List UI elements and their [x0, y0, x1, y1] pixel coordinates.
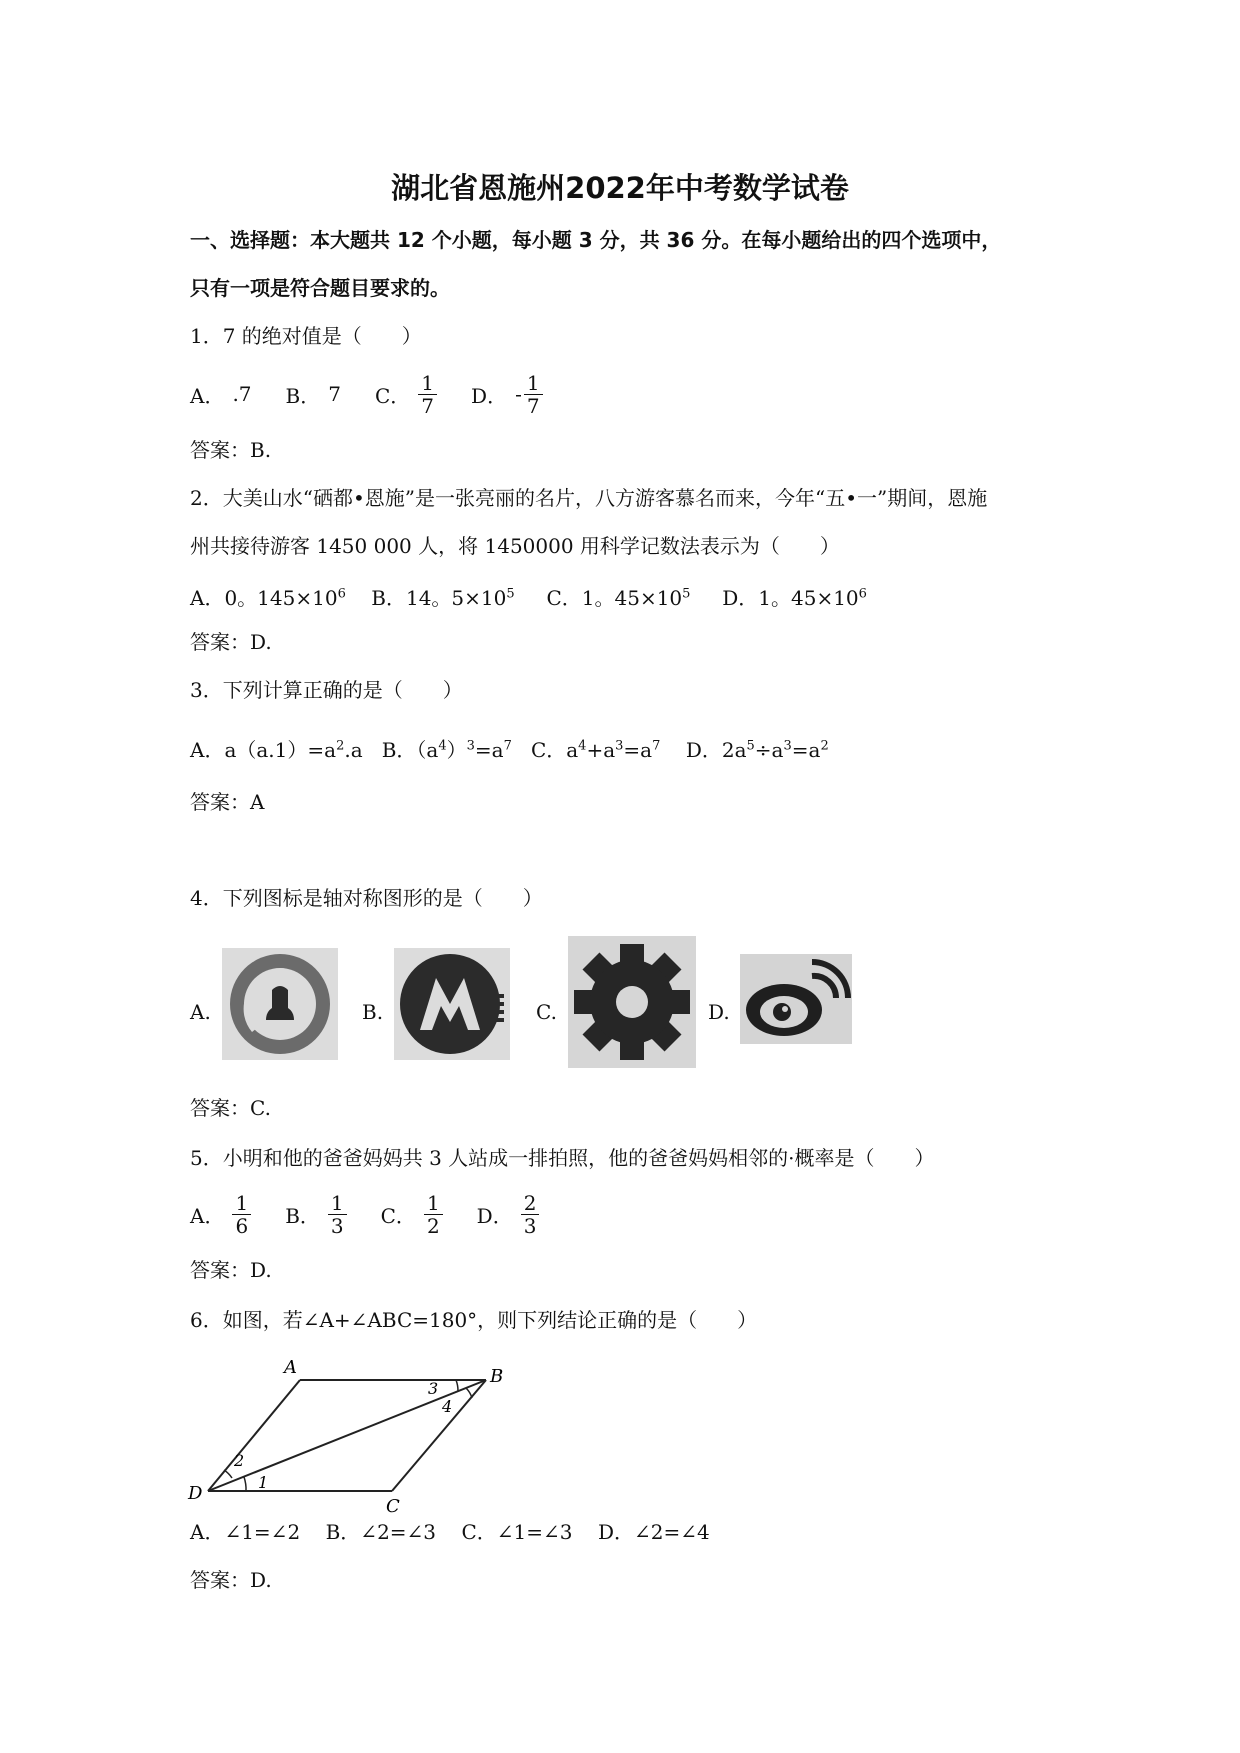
q3-option-a: A．$a(a.1)=a^2.a$ [190, 737, 363, 762]
q3-option-b: B．$(a^4)^3=a^7$ [381, 737, 512, 762]
q2-answer: 答案：D. [190, 630, 272, 654]
q5-option-d: D． $\frac{2}{3}$ [477, 1192, 540, 1237]
q4-option-a-label: A. [190, 1000, 211, 1024]
q3-answer: 答案：A [190, 790, 265, 814]
q2-stem-line1: 2．大美山水“硒都•恩施”是一张亮丽的名片，八方游客慕名而来，今年“五•一”期间，恩施 [190, 486, 988, 510]
q4-answer: 答案：C. [190, 1096, 271, 1120]
q6-options [190, 1518, 710, 1546]
q6-option-d: D．∠2=∠4 [597, 1520, 710, 1544]
angle-arc-3 [456, 1380, 458, 1391]
q2-option-d: D．1。$45\times 10^6$ [722, 585, 867, 610]
q4-option-b-label: B. [362, 1000, 384, 1024]
q4-option-c-label: C. [536, 1000, 557, 1024]
q2-options [190, 580, 867, 612]
q5-option-c: C． $\frac{1}{2}$ [381, 1192, 443, 1237]
fraction: $\frac{1}{6}$ [232, 1192, 251, 1237]
fraction: $\frac{1}{3}$ [328, 1192, 347, 1237]
vertex-b: B [490, 1366, 504, 1387]
q6-option-c: C．∠1=∠3 [461, 1520, 573, 1544]
q4-option-a-icon [222, 948, 338, 1064]
q6-option-b: B．∠2=∠3 [325, 1520, 437, 1544]
q4-option-b-icon [394, 948, 510, 1064]
q2-option-a: A．0。$145\times 10^6$ [190, 585, 346, 610]
q1-option-b: B． 7 [285, 382, 341, 408]
q1-option-d: D． - $\frac{1}{7}$ [471, 372, 543, 417]
vertex-c: C [386, 1496, 400, 1516]
q3-options [190, 732, 829, 764]
angle-label-1: 1 [258, 1473, 269, 1492]
q5-stem: 5．小明和他的爸爸妈妈共 3 人站成一排拍照，他的爸爸妈妈相邻的·概率是（ ） [190, 1146, 935, 1170]
q1-answer: 答案：B. [190, 438, 272, 462]
q1-stem: 1．7 的绝对值是（ ） [190, 324, 422, 348]
q4-stem: 4．下列图标是轴对称图形的是（ ） [190, 886, 543, 910]
q4-option-d-icon [740, 954, 852, 1048]
angle-label-4: 4 [442, 1397, 453, 1416]
angle-arc-2 [224, 1470, 232, 1478]
angle-label-2: 2 [234, 1451, 245, 1470]
angle-label-3: 3 [428, 1379, 439, 1398]
fraction: $\frac{2}{3}$ [521, 1192, 540, 1237]
q1-option-a: A． .7 [190, 382, 252, 408]
side-da [208, 1380, 300, 1491]
angle-arc-1 [244, 1477, 246, 1491]
q5-option-b: B． $\frac{1}{3}$ [285, 1192, 346, 1237]
section-heading-line2: 只有一项是符合题目要求的。 [190, 276, 450, 300]
q4-option-d-label: D. [708, 1000, 730, 1024]
vertex-d: D [188, 1483, 203, 1504]
vertex-a: A [284, 1357, 297, 1378]
q6-answer: 答案：D. [190, 1568, 272, 1592]
fraction: $\frac{1}{2}$ [424, 1192, 443, 1237]
q4-option-c-icon [568, 936, 696, 1072]
q3-option-d: D．$2a^5\div a^3=a^2$ [685, 737, 829, 762]
angle-arc-4 [466, 1388, 472, 1398]
q5-answer: 答案：D. [190, 1258, 272, 1282]
q6-option-a: A．∠1=∠2 [190, 1520, 301, 1544]
q3-stem: 3．下列计算正确的是（ ） [190, 678, 463, 702]
fraction: $\frac{1}{7}$ [418, 372, 437, 417]
q6-stem: 6．如图，若∠A+∠ABC=180°，则下列结论正确的是（ ） [190, 1308, 758, 1332]
page-title: 湖北省恩施州2022年中考数学试卷 [391, 171, 849, 205]
fraction: $\frac{1}{7}$ [524, 372, 543, 417]
section-heading-line1: 一、选择题：本大题共 12 个小题，每小题 3 分，共 36 分。在每小题给出的四个选项中， [190, 228, 1002, 252]
q5-option-a: A． $\frac{1}{6}$ [190, 1192, 251, 1237]
q1-options [190, 364, 577, 424]
q2-option-c: C．1。$45\times 10^5$ [546, 585, 691, 610]
q1-option-c: C． $\frac{1}{7}$ [375, 372, 437, 417]
q5-options [190, 1184, 573, 1244]
q6-figure [186, 1356, 506, 1520]
q2-stem-line2: 州共接待游客 1450 000 人，将 1450000 用科学记数法表示为（ ） [190, 534, 840, 558]
q3-option-c: C．$a^4+a^3=a^7$ [530, 737, 661, 762]
q2-option-b: B．14。$5\times 10^5$ [371, 585, 515, 610]
